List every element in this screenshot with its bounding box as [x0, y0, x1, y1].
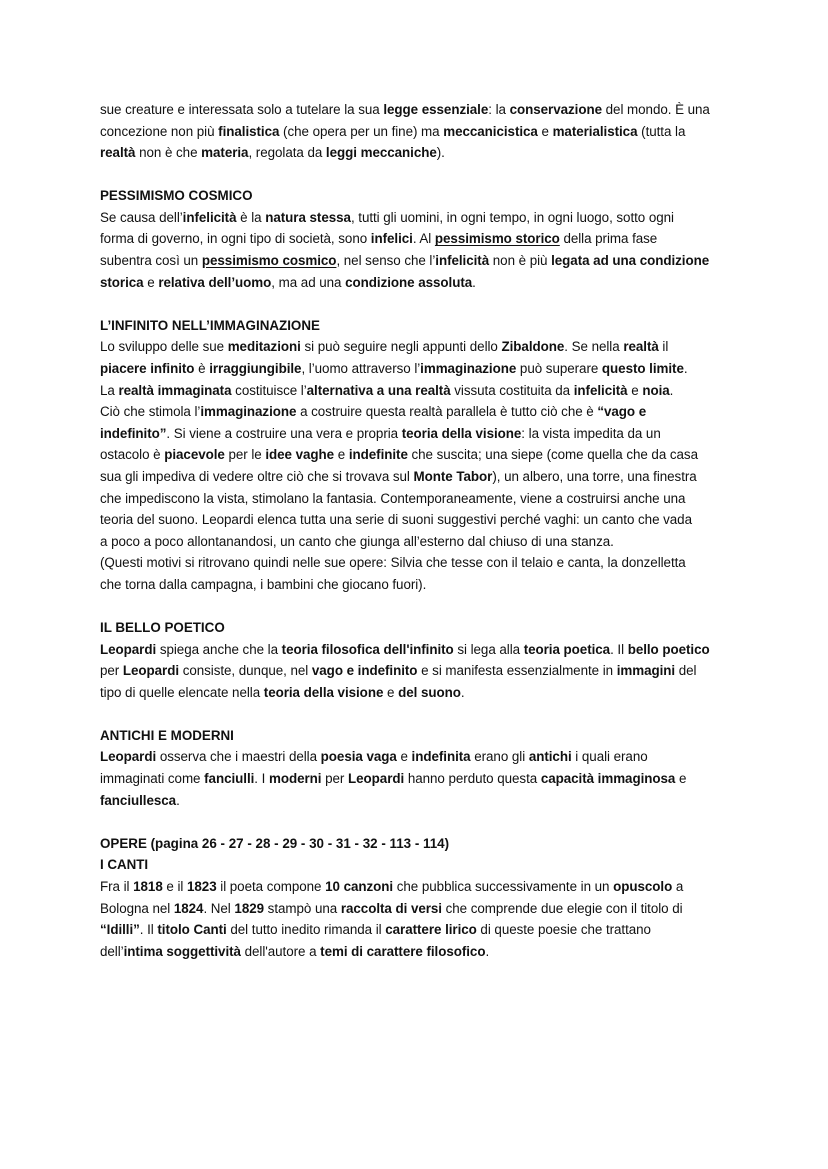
bold-run: meccanicistica [443, 123, 538, 139]
text-run: è la [236, 209, 266, 225]
text-run: (che opera per un fine) ma [279, 123, 444, 139]
bold-run: realtà immaginata [118, 382, 232, 398]
bold-run: Leopardi [100, 641, 157, 657]
text-line [100, 574, 738, 596]
bold-run: teoria filosofica dell'infinito [281, 641, 454, 657]
text-run: che torna dalla campagna, i bambini che giocano fuori). [100, 576, 427, 592]
text-line [100, 444, 738, 466]
text-line [100, 466, 738, 488]
text-run: e [383, 684, 399, 700]
text-line [100, 488, 738, 510]
text-run: dell'autore a [240, 943, 321, 959]
bold-run: materialistica [552, 123, 638, 139]
text-run: e si manifesta essenzialmente in [417, 663, 617, 679]
bold-run: teoria della visione [401, 425, 522, 441]
text-run: costituisce l’ [231, 382, 307, 398]
underlined-emphasis: pessimismo storico [434, 231, 560, 247]
bold-run: irraggiungibile [209, 360, 302, 376]
text-run: il [658, 339, 669, 355]
text-run: . Si viene a costruire una vera e propria [166, 425, 402, 441]
bold-run: infelicità [182, 209, 237, 225]
text-run: osserva che i maestri della [156, 749, 321, 765]
text-run: che impediscono la vista, stimolano la fantasia. Contemporaneamente, viene a costruirsi anche una [100, 490, 686, 506]
text-run: e il [162, 878, 187, 894]
text-run: i quali erano [571, 749, 648, 765]
text-run: . Il [610, 641, 628, 657]
bold-run: piacevole [164, 447, 225, 463]
text-run: il poeta compone [216, 878, 326, 894]
text-line [100, 660, 738, 682]
bold-run: legata ad una condizione [551, 253, 710, 269]
bold-run: raccolta di versi [340, 900, 442, 916]
text-run: a costruire questa realtà parallela è tutto ciò che è [296, 404, 598, 420]
text-line [100, 99, 738, 121]
section-infinito-immaginazione [100, 315, 738, 596]
bold-run: I CANTI [100, 857, 149, 873]
bold-run: immagini [616, 663, 676, 679]
bold-run: conservazione [509, 102, 602, 117]
bold-run: 10 canzoni [325, 878, 394, 894]
text-line [100, 898, 738, 920]
bold-run: temi di carattere filosofico [320, 943, 486, 959]
text-run: spiega anche che la [156, 641, 282, 657]
bold-run: infelicità [573, 382, 628, 398]
text-run: e [334, 447, 349, 463]
text-run: Bologna nel [100, 900, 174, 916]
text-run: . [472, 274, 476, 290]
bold-run: bello poetico [627, 641, 710, 657]
bold-run: Monte Tabor [413, 468, 493, 484]
text-run: sue creature e interessata solo a tutelare la sua [100, 102, 384, 117]
text-run: del mondo. È una [601, 102, 710, 117]
text-run: ), un albero, una torre, una finestra [492, 468, 697, 484]
text-line [100, 121, 738, 143]
bold-run [435, 231, 560, 246]
bold-run: vago e indefinito [311, 663, 418, 679]
text-run: si lega alla [453, 641, 524, 657]
bold-run: 1824 [173, 900, 204, 916]
text-run: Ciò che stimola l’ [100, 404, 201, 420]
text-line [100, 380, 738, 402]
text-line [100, 790, 738, 812]
text-run: per [100, 663, 123, 679]
text-line [100, 401, 738, 423]
text-line [100, 509, 738, 531]
bold-run: teoria della visione [263, 684, 384, 700]
bold-run: indefinito” [100, 425, 167, 441]
section-heading: OPERE (pagina 26 - 27 - 28 - 29 - 30 - 31 - 32 - 113 - 114) [100, 835, 450, 851]
text-run: forma di governo, in ogni tipo di società, sono [100, 231, 371, 247]
text-line [100, 142, 738, 164]
text-run: può superare [516, 360, 602, 376]
text-line [100, 854, 738, 876]
text-run: . I [254, 771, 269, 787]
text-run: del [675, 663, 697, 679]
text-run: vissuta costituita da [450, 382, 574, 398]
bold-run: questo limite [601, 360, 684, 376]
text-run: (tutta la [637, 123, 686, 139]
bold-run: intima soggettività [123, 943, 241, 959]
text-line [100, 207, 738, 229]
text-run: : la [488, 102, 510, 117]
bold-run: indefinite [348, 447, 408, 463]
text-run: non è che [135, 145, 202, 161]
text-run: sua gli impediva di vedere oltre ciò che si trovava sul [100, 468, 414, 484]
text-run: . Se nella [564, 339, 624, 355]
bold-run: 1829 [234, 900, 265, 916]
text-run: non è più [489, 253, 552, 269]
text-run: e [627, 382, 643, 398]
text-run: . [683, 360, 688, 376]
text-run: e [537, 123, 553, 139]
section-heading: ANTICHI E MODERNI [100, 727, 234, 743]
bold-run: infelicità [435, 253, 490, 269]
text-run: immaginati come [100, 771, 205, 787]
underlined-emphasis: pessimismo cosmico [201, 253, 337, 269]
text-line [100, 531, 738, 553]
text-run: teoria del suono. Leopardi elenca tutta una serie di suoni suggestivi perché vaghi: un canto che vada [100, 512, 692, 528]
text-run: si può seguire negli appunti dello [300, 339, 502, 355]
text-run: , tutti gli uomini, in ogni tempo, in ogni luogo, sotto ogni [350, 209, 674, 225]
text-run: . [460, 684, 465, 700]
text-run: concezione non più [100, 123, 219, 139]
text-run: . [176, 792, 180, 808]
bold-run: del suono [398, 684, 461, 700]
bold-run: Leopardi [348, 771, 405, 787]
bold-run: teoria poetica [523, 641, 611, 657]
text-run: che suscita; una siepe (come quella che da casa [407, 447, 698, 463]
text-run: che comprende due elegie con il titolo di [441, 900, 683, 916]
bold-run: opuscolo [613, 878, 673, 894]
text-run: tipo di quelle elencate nella [100, 684, 264, 700]
text-line [100, 336, 738, 358]
section-opere [100, 833, 738, 963]
bold-run: legge essenziale [383, 102, 489, 117]
bold-run: 1823 [187, 878, 217, 894]
text-run: di queste poesie che trattano [476, 922, 651, 938]
bold-run: realtà [100, 145, 136, 161]
text-run: che pubblica successivamente in un [393, 878, 614, 894]
bold-run: piacere infinito [100, 360, 195, 376]
text-run: Se causa dell’ [100, 209, 183, 225]
text-line [100, 746, 738, 768]
text-run: , l’uomo attraverso l’ [301, 360, 421, 376]
bold-run: immaginazione [200, 404, 297, 420]
text-line [100, 358, 738, 380]
bold-run: finalistica [218, 123, 280, 139]
text-line [100, 272, 738, 294]
text-run: , nel senso che l’ [336, 253, 436, 269]
text-run: e [396, 749, 412, 765]
text-run: La [100, 382, 119, 398]
text-line [100, 682, 738, 704]
text-run: Lo sviluppo delle sue [100, 339, 228, 355]
text-line [100, 941, 738, 963]
bold-run: “Idilli” [100, 922, 140, 938]
text-run: : la vista impedita da un [521, 425, 661, 441]
text-run: e [675, 771, 687, 787]
text-run: a [672, 878, 684, 894]
text-run: , ma ad una [271, 274, 346, 290]
text-run: ). [436, 145, 445, 161]
text-run: dell’ [100, 943, 124, 959]
section-antichi-moderni [100, 725, 738, 811]
text-run: subentra così un [100, 253, 202, 269]
text-run: . Nel [203, 900, 235, 916]
bold-run: Zibaldone [501, 339, 565, 355]
text-line [100, 876, 738, 898]
bold-run: antichi [528, 749, 572, 765]
section-pessimismo-cosmico [100, 185, 738, 293]
text-run: per le [224, 447, 266, 463]
text-run: è [194, 360, 210, 376]
section-bello-poetico [100, 617, 738, 703]
text-run: della prima fase [559, 231, 658, 247]
bold-run: leggi meccaniche [325, 145, 437, 161]
text-run: . [669, 382, 674, 398]
text-run: stampò una [264, 900, 341, 916]
bold-run: condizione assoluta [345, 274, 473, 290]
bold-run: titolo Canti [157, 922, 227, 938]
bold-run: Leopardi [100, 749, 157, 765]
text-run: consiste, dunque, nel [179, 663, 312, 679]
text-run: (Questi motivi si ritrovano quindi nelle sue opere: Silvia che tesse con il telaio e canta, la donzelletta [100, 555, 686, 571]
text-run: ostacolo è [100, 447, 165, 463]
intro-paragraph [100, 99, 738, 164]
bold-run: poesia vaga [320, 749, 397, 765]
text-run: . [485, 943, 490, 959]
text-line [100, 639, 738, 661]
bold-run: carattere lirico [385, 922, 477, 938]
text-run: e [143, 274, 159, 290]
text-run: , regolata da [248, 145, 326, 161]
text-line [100, 552, 738, 574]
bold-run: noia [642, 382, 670, 398]
bold-run: meditazioni [227, 339, 301, 355]
bold-run: fanciullesca [100, 792, 177, 808]
bold-run: realtà [623, 339, 659, 355]
text-run: del tutto inedito rimanda il [226, 922, 386, 938]
bold-run: indefinita [411, 749, 471, 765]
text-run: a poco a poco allontanandosi, un canto che giunga all’esterno dal chiuso di una stanza. [100, 533, 614, 549]
bold-run: materia [201, 145, 249, 161]
text-run: hanno perduto questa [404, 771, 541, 787]
text-line [100, 919, 738, 941]
bold-run: infelici [370, 231, 413, 247]
text-run: per [321, 771, 349, 787]
bold-run: immaginazione [420, 360, 517, 376]
bold-run: fanciulli [204, 771, 255, 787]
section-heading: L’INFINITO NELL’IMMAGINAZIONE [100, 317, 320, 333]
bold-run: capacità immaginosa [540, 771, 676, 787]
bold-run: natura stessa [265, 209, 351, 225]
text-run: . Al [412, 231, 435, 247]
bold-run: storica [100, 274, 144, 290]
text-line [100, 768, 738, 790]
text-line [100, 228, 738, 250]
bold-run: alternativa a una realtà [306, 382, 451, 398]
bold-run [202, 253, 337, 268]
bold-run: 1818 [133, 878, 163, 894]
bold-run: Leopardi [122, 663, 180, 679]
text-line [100, 250, 738, 272]
text-line [100, 423, 738, 445]
text-run: erano gli [470, 749, 529, 765]
text-run: Fra il [100, 878, 134, 894]
section-heading: IL BELLO POETICO [100, 619, 225, 635]
bold-run: idee vaghe [265, 447, 335, 463]
section-heading: PESSIMISMO COSMICO [100, 188, 253, 204]
bold-run: “vago e [597, 404, 647, 420]
bold-run: relativa dell’uomo [158, 274, 272, 290]
bold-run: moderni [268, 771, 322, 787]
text-run: . Il [139, 922, 158, 938]
